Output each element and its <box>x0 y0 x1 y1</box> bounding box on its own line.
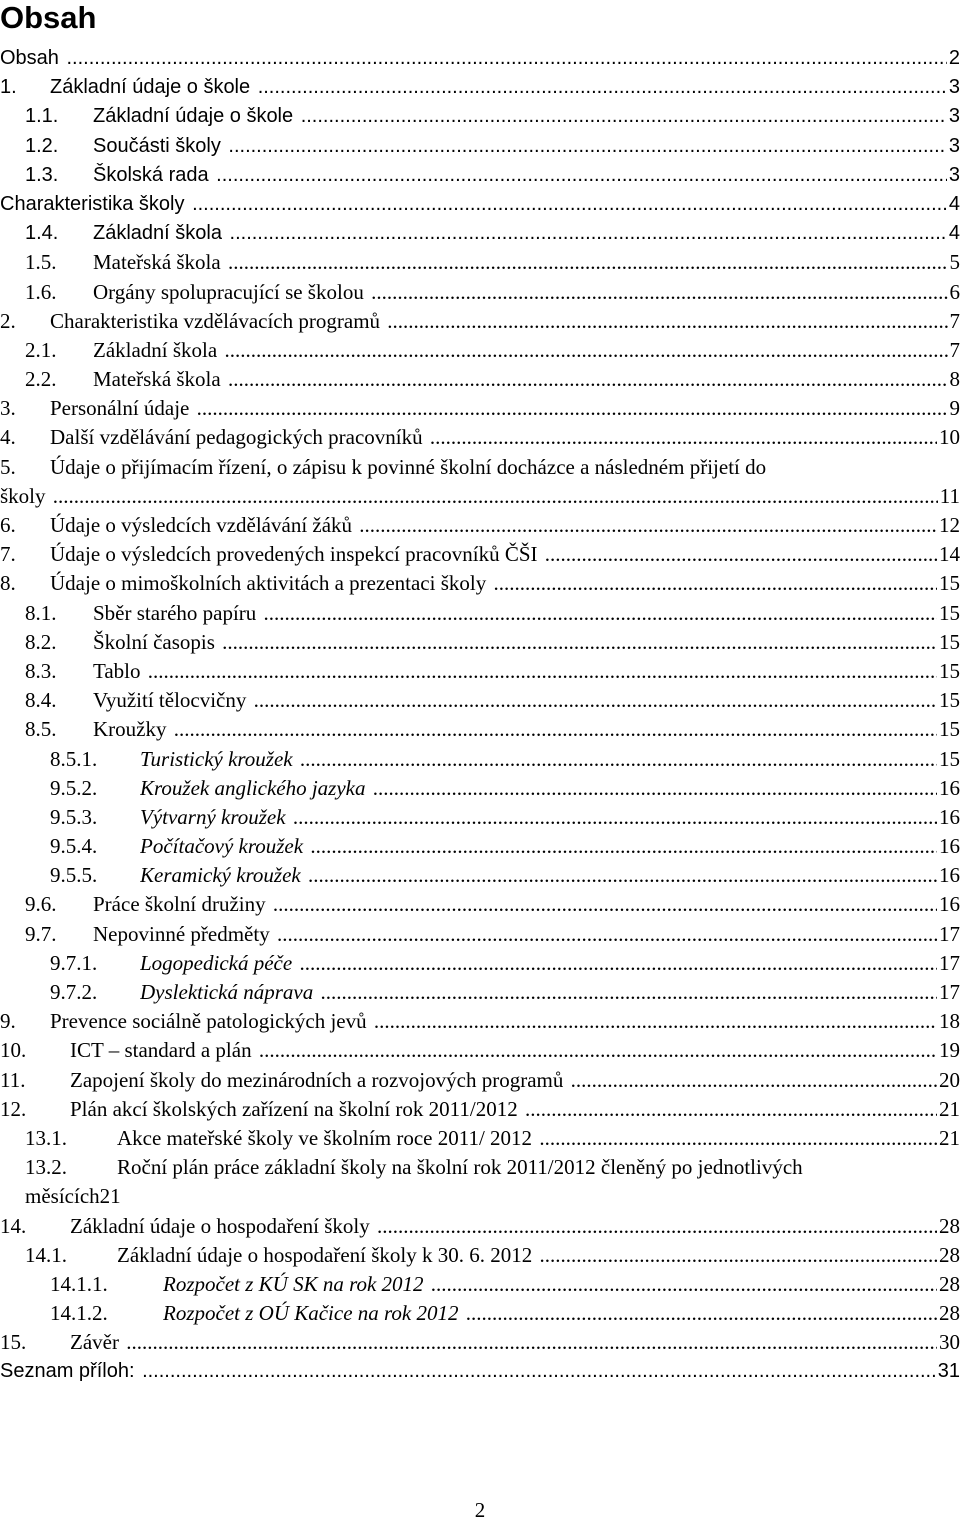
toc-entry-page: 10 <box>937 423 960 452</box>
toc-entry-8-3[interactable] <box>0 657 960 686</box>
toc-entry-label: Kroužky <box>93 717 167 742</box>
toc-entry-page: 6 <box>948 278 960 307</box>
toc-entry-label: Součásti školy <box>93 134 221 157</box>
toc-entry-page: 3 <box>947 73 960 102</box>
table-of-contents <box>0 44 960 1387</box>
toc-entry-number: 14.1.2. <box>50 1301 108 1326</box>
toc-entry-number: 9.5.2. <box>50 775 98 800</box>
toc-entry-number: 4. <box>0 425 16 450</box>
toc-entry-14-1[interactable] <box>0 1241 960 1270</box>
toc-entry-8-5-1[interactable] <box>0 745 960 774</box>
toc-entry-label: Údaje o výsledcích provedených inspekcí pracovníků ČŠI <box>50 542 538 567</box>
toc-entry-page: 16 <box>937 890 960 919</box>
toc-entry-number: 2. <box>0 308 16 333</box>
toc-entry-label: Dyslektická náprava <box>140 980 314 1005</box>
toc-entry-label: Keramický kroužek <box>140 863 301 888</box>
toc-entry-7[interactable] <box>0 540 960 569</box>
toc-entry-page: 4 <box>947 219 960 248</box>
toc-entry-page: 16 <box>937 832 960 861</box>
toc-entry-label: Školská rada <box>93 163 209 186</box>
toc-entry-number: 11. <box>0 1067 26 1092</box>
toc-entry-10[interactable] <box>0 1036 960 1065</box>
toc-entry-label: Základní údaje o hospodaření školy <box>70 1213 370 1238</box>
toc-entry-8-2[interactable] <box>0 628 960 657</box>
toc-entry-page: 28 <box>937 1299 960 1328</box>
toc-entry-label: Turistický kroužek <box>140 746 293 771</box>
toc-entry-number: 3. <box>0 396 16 421</box>
toc-entry-8[interactable] <box>0 569 960 598</box>
toc-entry-15[interactable] <box>0 1328 960 1357</box>
toc-entry-number: 8. <box>0 571 16 596</box>
toc-entry-number: 8.1. <box>25 600 57 625</box>
toc-entry-number: 6. <box>0 513 16 538</box>
toc-entry-number: 13.1. <box>25 1125 67 1150</box>
toc-entry-page: 15 <box>937 599 960 628</box>
toc-entry-page: 15 <box>937 569 960 598</box>
toc-entry-13-2[interactable] <box>0 1153 960 1211</box>
toc-entry-label: Počítačový kroužek <box>140 834 304 859</box>
toc-entry-page: 14 <box>937 540 960 569</box>
toc-entry-9-5-2[interactable] <box>0 774 960 803</box>
toc-entry-label: Rozpočet z KÚ SK na rok 2012 <box>163 1271 424 1296</box>
toc-entry-label: Nepovinné předměty <box>93 921 270 946</box>
toc-entry-1-4[interactable] <box>0 219 960 248</box>
toc-entry-label: Orgány spolupracující se školou <box>93 279 364 304</box>
toc-entry-label: Práce školní družiny <box>93 892 266 917</box>
toc-entry-page: 28 <box>937 1212 960 1241</box>
toc-entry-page: 15 <box>937 745 960 774</box>
toc-entry-number: 1.1. <box>25 105 59 128</box>
toc-entry-page: 28 <box>937 1241 960 1270</box>
toc-entry-number: 13.2. <box>25 1155 67 1180</box>
toc-entry-page: 17 <box>937 978 960 1007</box>
toc-entry-page: 7 <box>948 336 960 365</box>
toc-entry-number: 9.5.4. <box>50 834 98 859</box>
toc-entry-number: 1.4. <box>25 222 59 245</box>
toc-entry-label: Personální údaje <box>50 396 190 421</box>
toc-entry-1-2[interactable] <box>0 132 960 161</box>
toc-entry-label: Závěr <box>70 1330 119 1355</box>
toc-entry-label: Seznam příloh: <box>0 1360 135 1383</box>
toc-entry-label: Výtvarný kroužek <box>140 804 286 829</box>
toc-entry-9-5-4[interactable] <box>0 832 960 861</box>
toc-entry-number: 1.3. <box>25 163 59 186</box>
toc-entry-page: 9 <box>948 394 960 423</box>
toc-entry-page: 17 <box>937 920 960 949</box>
toc-entry-page: 12 <box>937 511 960 540</box>
toc-entry-1[interactable] <box>0 73 960 102</box>
toc-entry-page: 20 <box>937 1066 960 1095</box>
toc-entry-2[interactable] <box>0 307 960 336</box>
toc-entry-6[interactable] <box>0 511 960 540</box>
toc-entry-8-1[interactable] <box>0 599 960 628</box>
page-title: Obsah <box>0 0 97 35</box>
toc-entry-page: 21 <box>937 1095 960 1124</box>
toc-entry-label: Logopedická péče <box>140 950 293 975</box>
toc-entry-9-5-3[interactable] <box>0 803 960 832</box>
toc-entry-page: 31 <box>936 1357 960 1386</box>
toc-entry-page: 3 <box>947 132 960 161</box>
toc-entry-page: 30 <box>937 1328 960 1357</box>
toc-entry-9-6[interactable] <box>0 890 960 919</box>
toc-entry-9-7[interactable] <box>0 920 960 949</box>
toc-entry-label: Rozpočet z OÚ Kačice na rok 2012 <box>163 1301 459 1326</box>
toc-entry-number: 8.5.1. <box>50 746 98 771</box>
toc-entry-page: 5 <box>948 248 960 277</box>
toc-entry-number: 9.7.1. <box>50 950 98 975</box>
toc-entry-number: 14. <box>0 1213 27 1238</box>
toc-entry-page: 21 <box>937 1124 960 1153</box>
toc-entry-2-2[interactable] <box>0 365 960 394</box>
toc-entry-page: 3 <box>947 161 960 190</box>
toc-entry-number: 9.5.3. <box>50 804 98 829</box>
toc-entry-3[interactable] <box>0 394 960 423</box>
toc-entry-number: 9.7.2. <box>50 980 98 1005</box>
toc-entry-1-5[interactable] <box>0 248 960 277</box>
toc-entry-number: 8.4. <box>25 688 57 713</box>
toc-entry-number: 9.7. <box>25 921 57 946</box>
toc-entry-8-4[interactable] <box>0 686 960 715</box>
toc-entry-page: 3 <box>947 102 960 131</box>
toc-entry-number: 8.3. <box>25 658 57 683</box>
toc-entry-number: 2.1. <box>25 337 57 362</box>
toc-entry-page: 7 <box>948 307 960 336</box>
toc-entry-9-5-5[interactable] <box>0 861 960 890</box>
toc-entry-obsah[interactable] <box>0 44 960 73</box>
toc-entry-label: Prevence sociálně patologických jevů <box>50 1009 367 1034</box>
toc-entry-label: Charakteristika vzdělávacích programů <box>50 308 381 333</box>
toc-entry-page: 19 <box>937 1036 960 1065</box>
toc-entry-page: 16 <box>937 861 960 890</box>
toc-entry-label: Základní údaje o škole <box>93 105 294 128</box>
toc-entry-number: 12. <box>0 1096 27 1121</box>
toc-entry-label: Využití tělocvičny <box>93 688 247 713</box>
toc-entry-4[interactable] <box>0 423 960 452</box>
toc-entry-number: 1.5. <box>25 250 57 275</box>
toc-entry-number: 9. <box>0 1009 16 1034</box>
toc-entry-number: 14.1.1. <box>50 1271 108 1296</box>
toc-entry-label: Základní údaje o škole <box>50 76 251 99</box>
toc-entry-label: ICT – standard a plán <box>70 1038 252 1063</box>
toc-entry-number: 1. <box>0 76 17 99</box>
toc-entry-9-7-1[interactable] <box>0 949 960 978</box>
toc-entry-label: Údaje o výsledcích vzdělávání žáků <box>50 513 353 538</box>
toc-entry-page: 15 <box>937 686 960 715</box>
toc-entry-number: 15. <box>0 1330 27 1355</box>
toc-entry-9[interactable] <box>0 1007 960 1036</box>
toc-entry-number: 5. <box>0 454 16 479</box>
toc-entry-2-1[interactable] <box>0 336 960 365</box>
toc-entry-label: Mateřská škola <box>93 367 221 392</box>
toc-entry-label: Charakteristika školy <box>0 192 185 215</box>
toc-entry-number: 9.5.5. <box>50 863 98 888</box>
toc-entry-number: 8.2. <box>25 629 57 654</box>
toc-entry-page: 28 <box>937 1270 960 1299</box>
toc-entry-11[interactable] <box>0 1066 960 1095</box>
toc-entry-page: 8 <box>948 365 960 394</box>
toc-entry-14-1-2[interactable] <box>0 1299 960 1328</box>
toc-entry-label: Kroužek anglického jazyka <box>140 775 366 800</box>
toc-entry-label: Školní časopis <box>93 629 215 654</box>
toc-entry-9-7-2[interactable] <box>0 978 960 1007</box>
toc-entry-12[interactable] <box>0 1095 960 1124</box>
toc-entry-8-5[interactable] <box>0 715 960 744</box>
toc-entry-page: 15 <box>937 657 960 686</box>
toc-entry-page: 2 <box>947 44 960 73</box>
toc-entry-page: 11 <box>938 482 960 511</box>
toc-entry-number: 8.5. <box>25 717 57 742</box>
toc-entry-label: Akce mateřské školy ve školním roce 2011/ 2012 <box>117 1125 533 1150</box>
toc-entry-page: 15 <box>937 715 960 744</box>
toc-entry-label-continuation: měsících21 <box>25 1184 121 1209</box>
toc-entry-label: Další vzdělávání pedagogických pracovníků <box>50 425 423 450</box>
toc-entry-13-1[interactable] <box>0 1124 960 1153</box>
toc-entry-14[interactable] <box>0 1212 960 1241</box>
toc-entry-label: Obsah <box>0 47 59 69</box>
toc-entry-label: Tablo <box>93 658 141 683</box>
toc-entry-number: 1.6. <box>25 279 57 304</box>
toc-entry-1-6[interactable] <box>0 278 960 307</box>
toc-entry-label-continuation: školy <box>0 483 46 508</box>
toc-entry-1-1[interactable] <box>0 102 960 131</box>
toc-entry-number: 9.6. <box>25 892 57 917</box>
toc-entry-page: 18 <box>937 1007 960 1036</box>
toc-entry-5[interactable] <box>0 453 960 511</box>
toc-entry-page: 17 <box>937 949 960 978</box>
toc-entry-label: Zapojení školy do mezinárodních a rozvojových programů <box>70 1067 564 1092</box>
toc-entry-label: Základní škola <box>93 222 222 245</box>
toc-entry-label: Mateřská škola <box>93 250 221 275</box>
toc-entry-page: 15 <box>937 628 960 657</box>
page-number-footer: 2 <box>474 1498 486 1522</box>
toc-entry-label: Údaje o přijímacím řízení, o zápisu k povinné školní docházce a následném přijetí do <box>50 454 767 479</box>
toc-entry-page: 16 <box>937 774 960 803</box>
toc-entry-number: 7. <box>0 542 16 567</box>
toc-entry-number: 14.1. <box>25 1242 67 1267</box>
toc-entry-label: Základní škola <box>93 337 218 362</box>
toc-entry-label: Údaje o mimoškolních aktivitách a prezentaci školy <box>50 571 487 596</box>
toc-entry-number: 2.2. <box>25 367 57 392</box>
toc-entry-seznam-priloh[interactable] <box>0 1357 960 1386</box>
toc-entry-label: Základní údaje o hospodaření školy k 30. 6. 2012 <box>117 1242 533 1267</box>
toc-entry-page: 4 <box>947 190 960 219</box>
toc-entry-1-3[interactable] <box>0 161 960 190</box>
toc-entry-label: Sběr starého papíru <box>93 600 257 625</box>
toc-entry-number: 1.2. <box>25 134 59 157</box>
toc-entry-number: 10. <box>0 1038 27 1063</box>
toc-entry-label: Roční plán práce základní školy na školní rok 2011/2012 členěný po jednotlivých <box>117 1155 803 1180</box>
toc-entry-charakteristika-skoly[interactable] <box>0 190 960 219</box>
toc-entry-label: Plán akcí školských zařízení na školní rok 2011/2012 <box>70 1096 518 1121</box>
toc-entry-page: 16 <box>937 803 960 832</box>
toc-entry-14-1-1[interactable] <box>0 1270 960 1299</box>
